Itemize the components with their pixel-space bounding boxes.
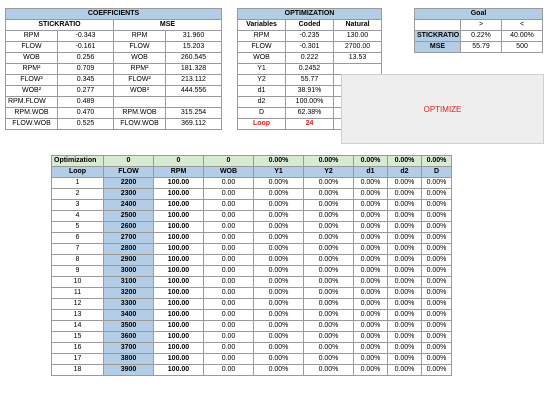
coefficient-row — [6, 119, 222, 130]
coded-value: -0.301 — [286, 42, 334, 53]
loop-row — [52, 321, 452, 332]
y1-value: 0.00% — [254, 354, 304, 365]
flow-value: 2600 — [104, 222, 154, 233]
loop-row — [52, 310, 452, 321]
y2-value: 0.00% — [304, 233, 354, 244]
goal-stickratio-max[interactable]: 40.00% — [502, 31, 543, 42]
y1-value: 0.00% — [254, 189, 304, 200]
stickratio-term-label: RPM² — [6, 64, 58, 75]
loop-row — [52, 200, 452, 211]
goal-op-gt: > — [461, 20, 502, 31]
d-value: 0.00% — [422, 189, 452, 200]
mse-term-label: FLOW — [114, 42, 166, 53]
d2-value: 0.00% — [388, 365, 422, 376]
d-value: 0.00% — [422, 288, 452, 299]
d-value: 0.00% — [422, 233, 452, 244]
loop-number: 1 — [52, 178, 104, 189]
stickratio-term-label: RPM.WOB — [6, 108, 58, 119]
coefficient-row — [6, 108, 222, 119]
y2-value: 0.00% — [304, 310, 354, 321]
optimize-button[interactable]: OPTIMIZE — [341, 74, 544, 144]
loop-row — [52, 343, 452, 354]
rpm-value: 100.00 — [154, 343, 204, 354]
d1-value: 0.00% — [354, 200, 388, 211]
d2-value: 0.00% — [388, 343, 422, 354]
rpm-value: 100.00 — [154, 233, 204, 244]
wob-value: 0.00 — [204, 354, 254, 365]
y2-value: 0.00% — [304, 211, 354, 222]
wob-value: 0.00 — [204, 200, 254, 211]
stickratio-coefficient-value: -0.343 — [58, 31, 114, 42]
column-header-d: D — [422, 167, 452, 178]
loop-number: 8 — [52, 255, 104, 266]
flow-value: 3500 — [104, 321, 154, 332]
y2-value: 0.00% — [304, 266, 354, 277]
coefficients-rows — [6, 31, 222, 130]
loop-number: 5 — [52, 222, 104, 233]
loop-row — [52, 178, 452, 189]
coded-value: 55.77 — [286, 75, 334, 86]
d1-value: 0.00% — [354, 277, 388, 288]
coded-value: 100.00% — [286, 97, 334, 108]
optimization-row-label: Optimization — [52, 156, 104, 167]
flow-value: 3000 — [104, 266, 154, 277]
loop-row — [52, 365, 452, 376]
loop-row — [52, 244, 452, 255]
loop-number: 2 — [52, 189, 104, 200]
coefficients-title: COEFFICIENTS — [6, 9, 222, 20]
coefficient-row — [6, 31, 222, 42]
stickratio-coefficient-value: 0.345 — [58, 75, 114, 86]
rpm-value: 100.00 — [154, 178, 204, 189]
mse-term-label: RPM — [114, 31, 166, 42]
rpm-value: 100.00 — [154, 288, 204, 299]
y1-value: 0.00% — [254, 255, 304, 266]
mse-term-label: WOB² — [114, 86, 166, 97]
flow-value: 2200 — [104, 178, 154, 189]
loop-number: 9 — [52, 266, 104, 277]
natural-value: 130.00 — [334, 31, 382, 42]
wob-value: 0.00 — [204, 321, 254, 332]
loop-row — [52, 189, 452, 200]
flow-value: 3200 — [104, 288, 154, 299]
d1-value: 0.00% — [354, 255, 388, 266]
loop-number: 6 — [52, 233, 104, 244]
y1-value: 0.00% — [254, 277, 304, 288]
d1-value: 0.00% — [354, 233, 388, 244]
loop-number: 15 — [52, 332, 104, 343]
d2-value: 0.00% — [388, 321, 422, 332]
flow-value: 2800 — [104, 244, 154, 255]
stickratio-coefficient-value: 0.256 — [58, 53, 114, 64]
coefficients-table — [5, 8, 222, 130]
y2-value: 0.00% — [304, 200, 354, 211]
y2-value: 0.00% — [304, 255, 354, 266]
wob-value: 0.00 — [204, 332, 254, 343]
loop-row — [52, 354, 452, 365]
mse-coefficient-value: 444.556 — [166, 86, 222, 97]
d1-value: 0.00% — [354, 189, 388, 200]
d2-value: 0.00% — [388, 288, 422, 299]
y1-value: 0.00% — [254, 310, 304, 321]
y2-value: 0.00% — [304, 178, 354, 189]
loop-number: 4 — [52, 211, 104, 222]
rpm-value: 100.00 — [154, 365, 204, 376]
flow-value: 3700 — [104, 343, 154, 354]
natural-value — [334, 64, 382, 75]
stickratio-coefficient-value: 0.489 — [58, 97, 114, 108]
flow-value: 2400 — [104, 200, 154, 211]
column-header-d2: d2 — [388, 167, 422, 178]
empty-cell — [415, 20, 461, 31]
mse-term-label: RPM² — [114, 64, 166, 75]
loop-header-row — [52, 167, 452, 178]
d-value: 0.00% — [422, 365, 452, 376]
optimization-summary-cell: 0.00% — [304, 156, 354, 167]
loop-number: 11 — [52, 288, 104, 299]
optimization-title: OPTIMIZATION — [238, 9, 382, 20]
d2-value: 0.00% — [388, 233, 422, 244]
flow-value: 2500 — [104, 211, 154, 222]
goal-table — [414, 8, 543, 53]
d-value: 0.00% — [422, 354, 452, 365]
optimization-summary-cell: 0 — [154, 156, 204, 167]
wob-value: 0.00 — [204, 288, 254, 299]
natural-value: 2700.00 — [334, 42, 382, 53]
coefficient-row — [6, 86, 222, 97]
natural-header: Natural — [334, 20, 382, 31]
y2-value: 0.00% — [304, 189, 354, 200]
stickratio-term-label: WOB — [6, 53, 58, 64]
mse-term-label: WOB — [114, 53, 166, 64]
rpm-value: 100.00 — [154, 222, 204, 233]
variable-name: WOB — [238, 53, 286, 64]
y1-value: 0.00% — [254, 244, 304, 255]
y2-value: 0.00% — [304, 299, 354, 310]
d2-value: 0.00% — [388, 189, 422, 200]
d2-value: 0.00% — [388, 255, 422, 266]
rpm-value: 100.00 — [154, 244, 204, 255]
y2-value: 0.00% — [304, 321, 354, 332]
mse-coefficient-value: 260.545 — [166, 53, 222, 64]
mse-coefficient-value — [166, 97, 222, 108]
goal-mse-max[interactable]: 500 — [502, 42, 543, 53]
y2-value: 0.00% — [304, 365, 354, 376]
loop-row — [52, 277, 452, 288]
d-value: 0.00% — [422, 277, 452, 288]
goal-stickratio-min[interactable]: 0.22% — [461, 31, 502, 42]
d2-value: 0.00% — [388, 299, 422, 310]
d2-value: 0.00% — [388, 244, 422, 255]
d2-value: 0.00% — [388, 354, 422, 365]
y2-value: 0.00% — [304, 343, 354, 354]
mse-coefficient-value: 181.328 — [166, 64, 222, 75]
loop-row — [52, 255, 452, 266]
flow-value: 3400 — [104, 310, 154, 321]
y2-value: 0.00% — [304, 354, 354, 365]
y1-value: 0.00% — [254, 288, 304, 299]
rpm-value: 100.00 — [154, 299, 204, 310]
coded-value: 38.91% — [286, 86, 334, 97]
mse-coefficient-value: 15.203 — [166, 42, 222, 53]
stickratio-coefficient-value: -0.161 — [58, 42, 114, 53]
loop-row — [52, 233, 452, 244]
mse-term-label: FLOW.WOB — [114, 119, 166, 130]
variable-name: FLOW — [238, 42, 286, 53]
wob-value: 0.00 — [204, 343, 254, 354]
d2-value: 0.00% — [388, 200, 422, 211]
column-header-flow: FLOW — [104, 167, 154, 178]
wob-value: 0.00 — [204, 266, 254, 277]
loop-number: 10 — [52, 277, 104, 288]
d2-value: 0.00% — [388, 211, 422, 222]
flow-value: 2300 — [104, 189, 154, 200]
wob-value: 0.00 — [204, 365, 254, 376]
loop-row — [52, 266, 452, 277]
wob-value: 0.00 — [204, 244, 254, 255]
rpm-value: 100.00 — [154, 255, 204, 266]
d-value: 0.00% — [422, 321, 452, 332]
stickratio-term-label: FLOW² — [6, 75, 58, 86]
d2-value: 0.00% — [388, 178, 422, 189]
mse-term-label — [114, 97, 166, 108]
goal-title: Goal — [415, 9, 543, 20]
coefficient-row — [6, 53, 222, 64]
optimization-summary-cell: 0 — [104, 156, 154, 167]
goal-op-lt: < — [502, 20, 543, 31]
wob-value: 0.00 — [204, 211, 254, 222]
loop-number: 14 — [52, 321, 104, 332]
optimization-row — [238, 42, 382, 53]
loop-number: 12 — [52, 299, 104, 310]
y1-value: 0.00% — [254, 266, 304, 277]
y1-value: 0.00% — [254, 200, 304, 211]
variable-name: Y1 — [238, 64, 286, 75]
coefficient-row — [6, 42, 222, 53]
d1-value: 0.00% — [354, 310, 388, 321]
flow-value: 3600 — [104, 332, 154, 343]
goal-mse-min[interactable]: 55.79 — [461, 42, 502, 53]
rpm-value: 100.00 — [154, 211, 204, 222]
loop-table — [51, 155, 452, 376]
rpm-value: 100.00 — [154, 200, 204, 211]
y1-value: 0.00% — [254, 321, 304, 332]
y1-value: 0.00% — [254, 343, 304, 354]
column-header-loop: Loop — [52, 167, 104, 178]
d1-value: 0.00% — [354, 222, 388, 233]
optimization-summary-cell: 0.00% — [254, 156, 304, 167]
variable-name: Y2 — [238, 75, 286, 86]
loop-number: 18 — [52, 365, 104, 376]
stickratio-term-label: RPM.FLOW — [6, 97, 58, 108]
rpm-value: 100.00 — [154, 321, 204, 332]
stickratio-header: STICKRATIO — [6, 20, 114, 31]
d1-value: 0.00% — [354, 343, 388, 354]
mse-coefficient-value: 31.960 — [166, 31, 222, 42]
loop-row — [52, 222, 452, 233]
y1-value: 0.00% — [254, 233, 304, 244]
d1-value: 0.00% — [354, 332, 388, 343]
wob-value: 0.00 — [204, 178, 254, 189]
optimization-summary-row — [52, 156, 452, 167]
coefficient-row — [6, 64, 222, 75]
variable-name: d2 — [238, 97, 286, 108]
d-value: 0.00% — [422, 178, 452, 189]
goal-stickratio-label: STICKRATIO — [415, 31, 461, 42]
d2-value: 0.00% — [388, 266, 422, 277]
wob-value: 0.00 — [204, 222, 254, 233]
y1-value: 0.00% — [254, 178, 304, 189]
y2-value: 0.00% — [304, 222, 354, 233]
rpm-value: 100.00 — [154, 332, 204, 343]
loop-label: Loop — [238, 119, 286, 130]
rpm-value: 100.00 — [154, 266, 204, 277]
column-header-d1: d1 — [354, 167, 388, 178]
column-header-wob: WOB — [204, 167, 254, 178]
wob-value: 0.00 — [204, 277, 254, 288]
loop-number: 13 — [52, 310, 104, 321]
coded-header: Coded — [286, 20, 334, 31]
d-value: 0.00% — [422, 266, 452, 277]
d-value: 0.00% — [422, 211, 452, 222]
wob-value: 0.00 — [204, 310, 254, 321]
d1-value: 0.00% — [354, 244, 388, 255]
column-header-y1: Y1 — [254, 167, 304, 178]
d2-value: 0.00% — [388, 277, 422, 288]
mse-term-label: FLOW² — [114, 75, 166, 86]
mse-coefficient-value: 315.254 — [166, 108, 222, 119]
rpm-value: 100.00 — [154, 354, 204, 365]
loop-row — [52, 211, 452, 222]
mse-header: MSE — [114, 20, 222, 31]
wob-value: 0.00 — [204, 299, 254, 310]
coded-value: 62.38% — [286, 108, 334, 119]
d1-value: 0.00% — [354, 266, 388, 277]
variable-name: RPM — [238, 31, 286, 42]
loop-number: 16 — [52, 343, 104, 354]
stickratio-coefficient-value: 0.709 — [58, 64, 114, 75]
goal-mse-label: MSE — [415, 42, 461, 53]
loop-number: 7 — [52, 244, 104, 255]
optimization-summary-cell: 0.00% — [422, 156, 452, 167]
d1-value: 0.00% — [354, 211, 388, 222]
loop-rows — [52, 178, 452, 376]
rpm-value: 100.00 — [154, 189, 204, 200]
y1-value: 0.00% — [254, 365, 304, 376]
wob-value: 0.00 — [204, 189, 254, 200]
d1-value: 0.00% — [354, 288, 388, 299]
loop-row — [52, 288, 452, 299]
coefficient-row — [6, 97, 222, 108]
coded-value: 0.222 — [286, 53, 334, 64]
d-value: 0.00% — [422, 244, 452, 255]
stickratio-coefficient-value: 0.470 — [58, 108, 114, 119]
stickratio-term-label: FLOW.WOB — [6, 119, 58, 130]
y2-value: 0.00% — [304, 277, 354, 288]
mse-coefficient-value: 213.112 — [166, 75, 222, 86]
loop-number: 3 — [52, 200, 104, 211]
variable-name: d1 — [238, 86, 286, 97]
optimization-summary-cell: 0.00% — [354, 156, 388, 167]
stickratio-term-label: FLOW — [6, 42, 58, 53]
variable-name: D — [238, 108, 286, 119]
flow-value: 2900 — [104, 255, 154, 266]
d-value: 0.00% — [422, 310, 452, 321]
loop-number: 17 — [52, 354, 104, 365]
rpm-value: 100.00 — [154, 277, 204, 288]
wob-value: 0.00 — [204, 255, 254, 266]
flow-value: 3300 — [104, 299, 154, 310]
d1-value: 0.00% — [354, 178, 388, 189]
d-value: 0.00% — [422, 332, 452, 343]
mse-term-label: RPM.WOB — [114, 108, 166, 119]
coefficient-row — [6, 75, 222, 86]
d-value: 0.00% — [422, 299, 452, 310]
d-value: 0.00% — [422, 200, 452, 211]
mse-coefficient-value: 369.112 — [166, 119, 222, 130]
flow-value: 2700 — [104, 233, 154, 244]
d-value: 0.00% — [422, 343, 452, 354]
d2-value: 0.00% — [388, 332, 422, 343]
d2-value: 0.00% — [388, 310, 422, 321]
optimization-row — [238, 64, 382, 75]
flow-value: 3100 — [104, 277, 154, 288]
loop-value: 24 — [286, 119, 334, 130]
d-value: 0.00% — [422, 222, 452, 233]
y1-value: 0.00% — [254, 222, 304, 233]
coded-value: -0.235 — [286, 31, 334, 42]
rpm-value: 100.00 — [154, 310, 204, 321]
optimization-row — [238, 31, 382, 42]
y2-value: 0.00% — [304, 332, 354, 343]
d1-value: 0.00% — [354, 365, 388, 376]
flow-value: 3900 — [104, 365, 154, 376]
coded-value: 0.2452 — [286, 64, 334, 75]
wob-value: 0.00 — [204, 233, 254, 244]
stickratio-term-label: RPM — [6, 31, 58, 42]
d-value: 0.00% — [422, 255, 452, 266]
optimization-summary-cell: 0.00% — [388, 156, 422, 167]
loop-row — [52, 299, 452, 310]
stickratio-coefficient-value: 0.277 — [58, 86, 114, 97]
natural-value: 13.53 — [334, 53, 382, 64]
loop-row — [52, 332, 452, 343]
y2-value: 0.00% — [304, 288, 354, 299]
optimization-summary-cell: 0 — [204, 156, 254, 167]
flow-value: 3800 — [104, 354, 154, 365]
d1-value: 0.00% — [354, 354, 388, 365]
y1-value: 0.00% — [254, 332, 304, 343]
y1-value: 0.00% — [254, 299, 304, 310]
d1-value: 0.00% — [354, 299, 388, 310]
d1-value: 0.00% — [354, 321, 388, 332]
d2-value: 0.00% — [388, 222, 422, 233]
y1-value: 0.00% — [254, 211, 304, 222]
column-header-y2: Y2 — [304, 167, 354, 178]
stickratio-coefficient-value: 0.525 — [58, 119, 114, 130]
y2-value: 0.00% — [304, 244, 354, 255]
stickratio-term-label: WOB² — [6, 86, 58, 97]
optimization-row — [238, 53, 382, 64]
column-header-rpm: RPM — [154, 167, 204, 178]
variables-header: Variables — [238, 20, 286, 31]
